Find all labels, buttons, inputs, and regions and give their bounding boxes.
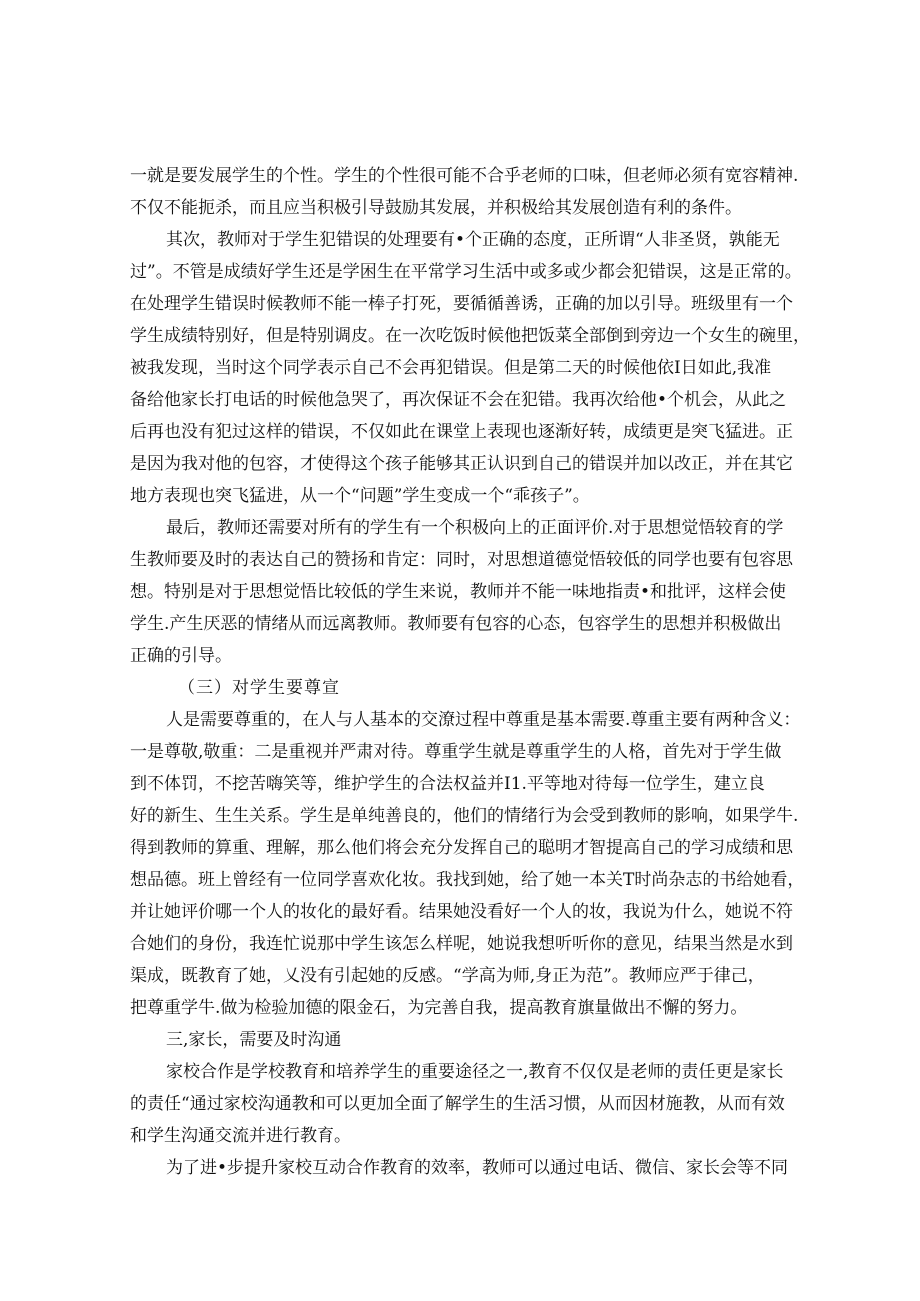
text-line: 和学生沟通交流并进行教育。 [130, 1126, 351, 1146]
text-line: 其次，教师对于学生犯错误的处理要有•个正确的态度，正所谓“人非圣贤，孰能无 [166, 230, 780, 250]
text-line: 正确的引导。 [130, 646, 232, 666]
text-line: 渠成，既教育了她，乂没有引起她的反感。“学高为师,身正为范”。教师应严于律己， [130, 966, 765, 986]
text-line: 想。特别是对于思想觉悟比较低的学生来说，教师并不能一味地指责•和批评，这样会使 [130, 582, 787, 602]
text-line: 想品德。班上曾经有一位同学喜欢化妆。我找到她，给了她一本关T时尚杂志的书给她看， [130, 870, 805, 890]
text-line: 是因为我对他的包容，才使得这个孩子能够其正认识到自己的错误并加以改正，并在其它 [130, 454, 793, 474]
text-line: 合她们的身份，我连忙说那中学生该怎么样呢，她说我想听听你的意见，结果当然是水到 [130, 934, 793, 954]
text-line: 并让她评价哪一个人的妆化的最好看。结果她没看好一个人的妆，我说为什么，她说不符 [130, 902, 793, 922]
text-line: 被我发现，当时这个同学表示自己不会再犯错误。但是第二天的时候他依I日如此,我准 [130, 358, 772, 378]
text-line: 地方表现也突飞猛进，从一个“问题”学生变成一个“乖孩子”。 [130, 486, 590, 506]
text-line: 过”。不管是成绩好学生还是学困生在平常学习生活中或多或少都会犯错误，这是正常的。 [130, 262, 802, 282]
text-line: 备给他家长打电话的时候他急哭了，再次保证不会在犯错。我再次给他•个机会，从此之 [130, 390, 787, 410]
text-line: 家校合作是学校教育和培养学生的重要途径之一,教育不仅仅是老师的责任更是家长 [166, 1062, 784, 1082]
text-line: 的责任“通过家校沟通教和可以更加全面了解学生的生活习惯，从而因材施教，从而有效 [130, 1094, 785, 1114]
text-line: 在处理学生错误时候教师不能一棒子打死，要循循善诱，正确的加以引导。班级里有一个 [130, 294, 793, 314]
text-line: 生教师要及时的表达自己的赞扬和肯定：同时，对思想道德觉悟较低的同学也要有包容思 [130, 550, 793, 570]
text-line: 学生.产生厌恶的情绪从而远离教师。教师要有包容的心态，包容学生的思想并积极做出 [130, 614, 782, 634]
text-line: 最后，教师还需要对所有的学生有一个积极向上的正面评价.对于思想觉悟较育的学 [166, 518, 784, 538]
body-text [130, 160, 810, 1184]
text-line: 一是尊敬,敬重：二是重视并严肃对待。尊重学生就是尊重学生的人格，首先对于学生做 [130, 742, 782, 762]
text-line: 一就是要发展学生的个性。学生的个性很可能不合乎老师的口味，但老师必须有宽容精神. [130, 166, 799, 186]
text-line: 学生成绩特别好，但是特别调皮。在一次吃饭时候他把饭菜全部倒到旁边一个女生的碗里， [130, 326, 810, 346]
text-line: 到不体罚，不挖苦嗨笑等，维护学生的合法权益并I1.平等地对待每一位学生，建立良 [130, 774, 765, 794]
text-line: 人是需要尊重的，在人与人基本的交潦过程中尊重是基本需要.尊重主要有两种含义： [166, 710, 801, 730]
text-line: 把尊重学牛.做为检验加德的限金石，为完善自我，提高教育旗量做出不懈的努力。 [130, 998, 748, 1018]
text-line: 三,家长，需要及时沟通 [166, 1030, 342, 1050]
text-line: 为了进•步提升家校互动合作教育的效率，教师可以通过电话、微信、家长会等不同 [166, 1158, 789, 1178]
text-line: 好的新生、生生关系。学生是单纯善良的，他们的情绪行为会受到教师的影响，如果学牛. [130, 806, 799, 826]
text-line: 后再也没有犯过这样的错误，不仅如此在课堂上表现也逐渐好转，成绩更是突飞猛进。正 [130, 422, 793, 442]
section-heading: （三）对学生要尊宣 [178, 678, 340, 698]
text-line: 得到教师的算重、理解，那么他们将会充分发挥自己的聪明才智提高自己的学习成绩和思 [130, 838, 793, 858]
text-line: 不仅不能扼杀，而且应当积极引导鼓励其发展，并积极给其发展创造有利的条件。 [130, 198, 742, 218]
